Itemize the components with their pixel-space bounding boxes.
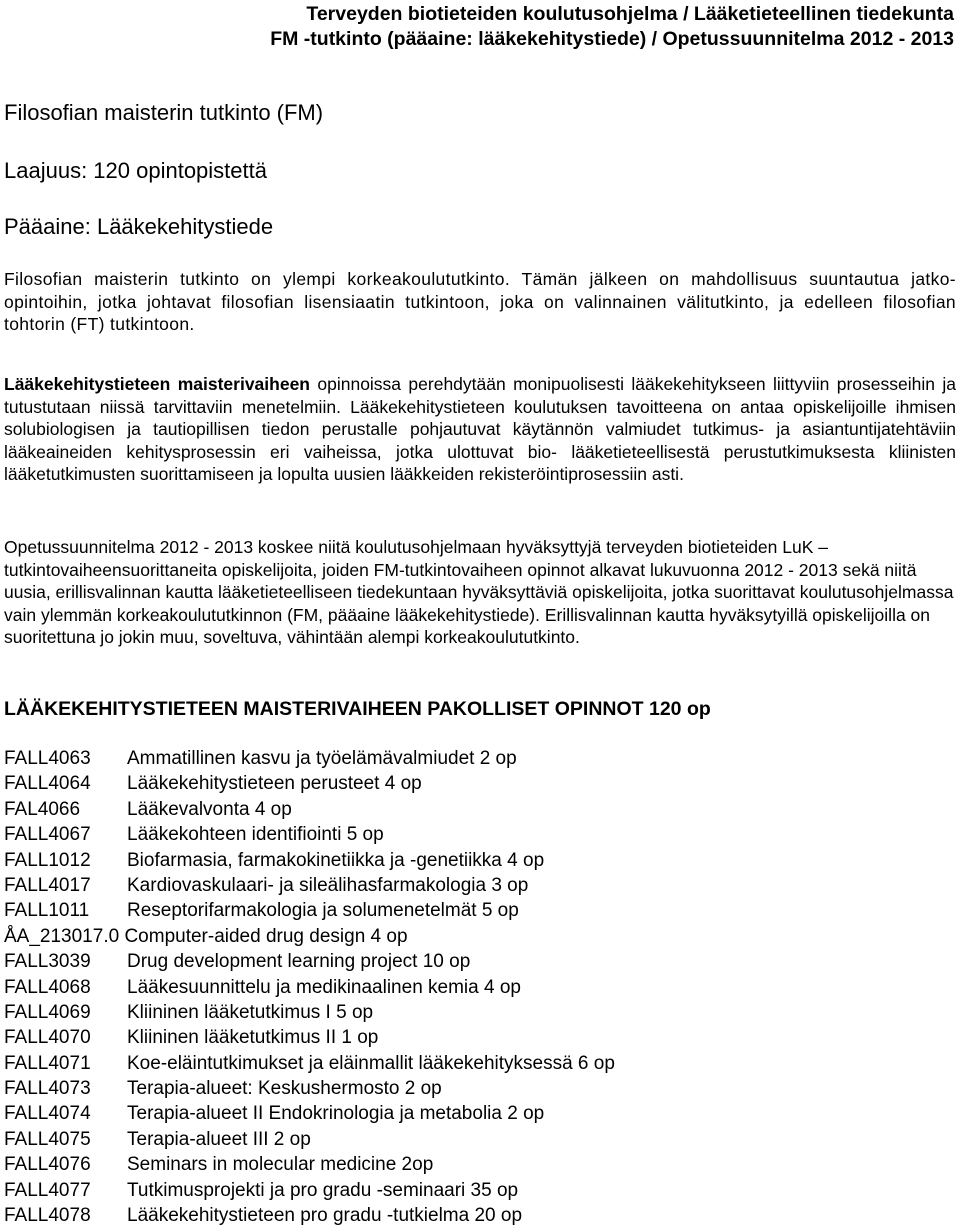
- section-title: LÄÄKEKEHITYSTIETEEN MAISTERIVAIHEEN PAKOLLISET OPINNOT 120 op: [4, 698, 711, 720]
- course-code: FALL4068: [4, 976, 91, 998]
- course-code: FALL4071: [4, 1052, 91, 1074]
- course-name: Computer-aided drug design 4 op: [124, 925, 408, 947]
- course-row: [4, 1178, 615, 1203]
- course-name: Terapia-alueet II Endokrinologia ja metabolia 2 op: [127, 1103, 545, 1125]
- course-row: [4, 1000, 615, 1025]
- intro-paragraph: Filosofian maisterin tutkinto on ylempi korkeakoulututkinto. Tämän jälkeen on mahdollisuus suuntautua jatko-opintoihin, jotka johtavat filosofian lisensiaatin tutkintoon, joka on valinnainen välitutkinto, ja edelleen filosofian tohtorin (FT) tutkintoon.: [4, 269, 956, 334]
- course-name: Terapia-alueet III 2 op: [127, 1128, 311, 1150]
- course-code: FAL4066: [4, 798, 81, 820]
- course-name: Lääkekohteen identifiointi 5 op: [127, 824, 384, 846]
- course-row: [4, 873, 615, 898]
- course-row: [4, 746, 615, 771]
- course-list: [4, 746, 615, 1228]
- course-name: Lääkekehitystieteen pro gradu -tutkielma 20 op: [127, 1205, 523, 1227]
- course-code: FALL4073: [4, 1078, 91, 1100]
- course-code: FALL4077: [4, 1179, 91, 1201]
- course-name: Kliininen lääketutkimus II 1 op: [127, 1027, 379, 1049]
- course-name: Tutkimusprojekti ja pro gradu -seminaari 35 op: [127, 1179, 519, 1201]
- course-row: [4, 848, 615, 873]
- course-code: FALL4063: [4, 748, 91, 769]
- course-name: Lääkevalvonta 4 op: [127, 798, 292, 820]
- masters-phase-paragraph: [4, 373, 956, 486]
- course-row: [4, 1127, 615, 1152]
- course-row: [4, 1203, 615, 1228]
- masters-phase-lead: Lääkekehitystieteen maisterivaiheen: [4, 374, 310, 394]
- course-name: Lääkekehitystieteen perusteet 4 op: [127, 773, 422, 795]
- course-code: FALL1012: [4, 849, 91, 871]
- course-code: ÅA_213017.0: [4, 925, 120, 947]
- course-name: Kliininen lääketutkimus I 5 op: [127, 1001, 374, 1023]
- course-row: [4, 771, 615, 796]
- course-code: FALL4064: [4, 773, 91, 795]
- degree-major: Pääaine: Lääkekehitystiede: [4, 214, 274, 239]
- course-row: [4, 975, 615, 1000]
- course-code: FALL4067: [4, 824, 91, 846]
- course-row: [4, 924, 615, 949]
- course-code: FALL4074: [4, 1103, 91, 1125]
- course-name: Lääkesuunnittelu ja medikinaalinen kemia 4 op: [127, 976, 521, 998]
- course-code: FALL4076: [4, 1154, 91, 1176]
- course-name: Drug development learning project 10 op: [127, 951, 471, 973]
- degree-scope: Laajuus: 120 opintopistettä: [4, 158, 267, 183]
- curriculum-paragraph: Opetussuunnitelma 2012 - 2013 koskee niitä koulutusohjelmaan hyväksyttyjä terveyden biotieteiden LuK –tutkintovaiheensuorittaneita opiskelijoita, joiden FM-tutkintovaiheen opinnot alkavat lukuvuonna 2012 - 2013 sekä niitä uusia, erillisvalinnan kautta lääketieteelliseen tiedekuntaan hyväksyttäviä opiskelijoita, jotka suorittavat koulutusohjelmassa vain ylemmän korkeakoulututkinnon (FM, pääaine lääkekehitystiede). Erillisvalinnan kautta hyväksytyillä opiskelijoilla on suoritettuna jo jokin muu, soveltuva, vähintään alempi korkeakoulututkinto.: [4, 537, 954, 647]
- course-row: [4, 797, 615, 822]
- course-name: Terapia-alueet: Keskushermosto 2 op: [127, 1078, 442, 1100]
- course-row: [4, 1101, 615, 1126]
- course-name: Kardiovaskulaari- ja sileälihasfarmakologia 3 op: [127, 874, 529, 896]
- course-code: FALL4075: [4, 1128, 91, 1150]
- header-program-line: Terveyden biotieteiden koulutusohjelma / Lääketieteellinen tiedekunta: [306, 3, 954, 25]
- course-row: [4, 1051, 615, 1076]
- course-row: [4, 1076, 615, 1101]
- course-row: [4, 822, 615, 847]
- course-code: FALL3039: [4, 951, 91, 973]
- course-code: FALL4017: [4, 874, 91, 896]
- masters-phase-text: opinnoissa perehdytään monipuolisesti lääkekehitykseen liittyviin prosesseihin ja tutustutaan niissä tarvittaviin menetelmiin. Lääkekehitystieteen koulutuksen tavoitteena on antaa opiskelijoille ihmisen solubiologisen ja tautiopillisen tiedon perustalle pohjautuvat käytännön valmiudet tutkimus- ja asiantuntijatehtäviin lääkeaineiden kehitysprosessin eri vaiheissa, jotka ulottuvat bio- lääketieteellisestä perustutkimuksesta kliinisten lääketutkimusten suorittamiseen ja lopulta uusien lääkkeiden rekisteröintiprosessiin asti.: [4, 374, 956, 484]
- header-curriculum-line: FM -tutkinto (pääaine: lääkekehitystiede) / Opetussuunnitelma 2012 - 2013: [270, 28, 954, 50]
- course-name: Reseptorifarmakologia ja solumenetelmät 5 op: [127, 900, 519, 922]
- course-name: Koe-eläintutkimukset ja eläinmallit lääkekehityksessä 6 op: [127, 1052, 615, 1074]
- course-code: FALL1011: [4, 900, 90, 922]
- course-code: FALL4069: [4, 1001, 91, 1023]
- course-row: [4, 898, 615, 923]
- course-name: Biofarmasia, farmakokinetiikka ja -genetiikka 4 op: [127, 849, 545, 871]
- course-row: [4, 1152, 615, 1177]
- course-code: FALL4070: [4, 1027, 91, 1049]
- degree-title: Filosofian maisterin tutkinto (FM): [4, 100, 324, 125]
- document-header: [270, 2, 954, 52]
- course-name: Seminars in molecular medicine 2op: [127, 1154, 434, 1176]
- course-name: Ammatillinen kasvu ja työelämävalmiudet 2 op: [127, 748, 517, 769]
- course-row: [4, 949, 615, 974]
- course-row: [4, 1025, 615, 1050]
- course-code: FALL4078: [4, 1205, 91, 1227]
